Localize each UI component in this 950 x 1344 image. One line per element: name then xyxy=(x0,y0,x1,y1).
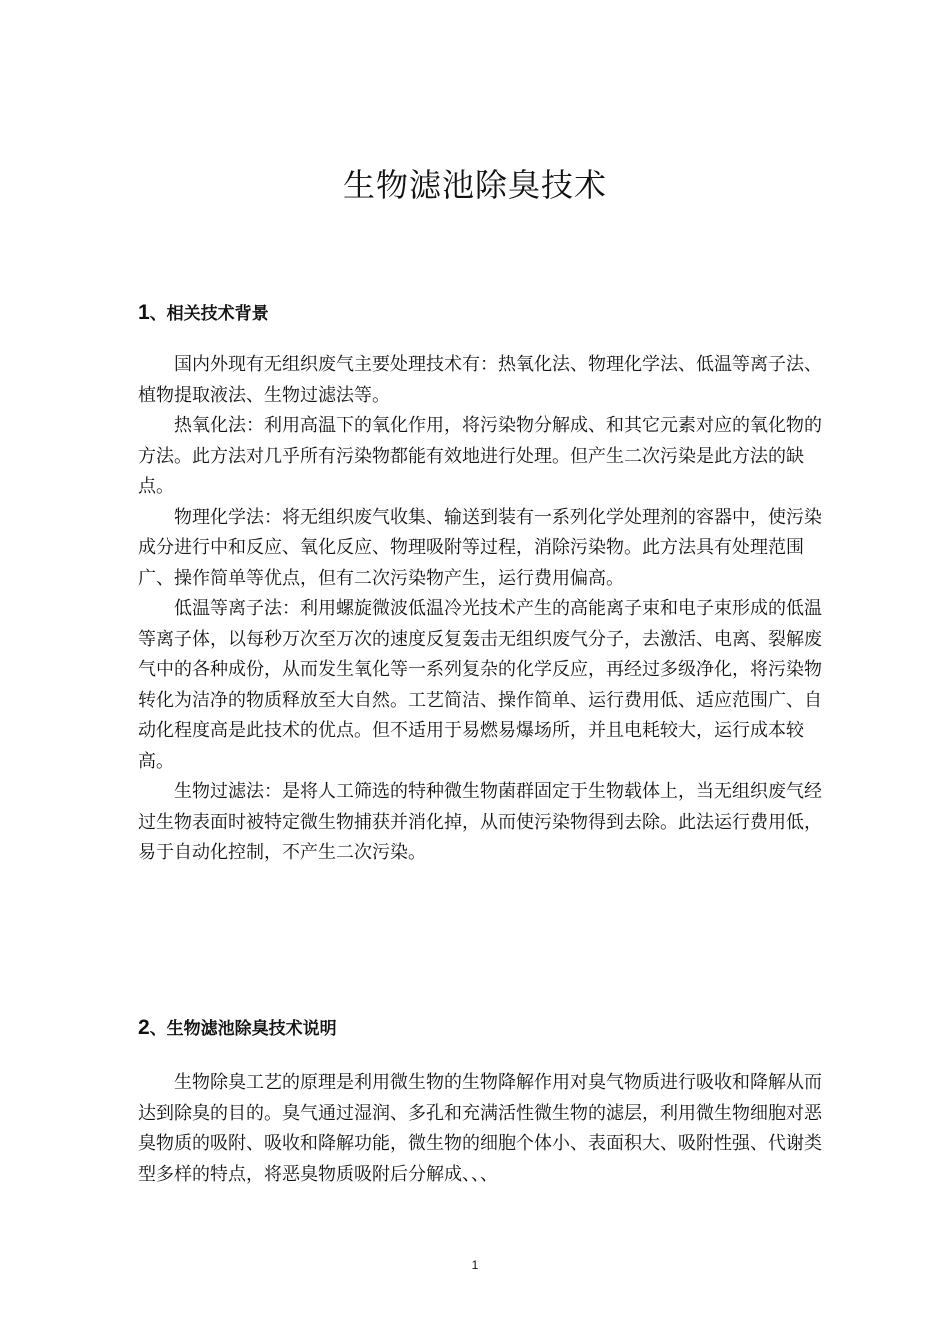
section-title: 、相关技术背景 xyxy=(149,304,269,324)
section-number: 2 xyxy=(138,1016,150,1039)
section-body-2 xyxy=(138,1068,838,1190)
page-number: 1 xyxy=(471,1258,479,1272)
page-title: 生物滤池除臭技术 xyxy=(342,166,607,204)
paragraph: 生物除臭工艺的原理是利用微生物的生物降解作用对臭气物质进行吸收和降解从而达到除臭的目的。臭气通过湿润、多孔和充满活性微生物的滤层，利用微生物细胞对恶臭物质的吸附、吸收和降解功能，微生物的细胞个体小、表面积大、吸附性强、代谢类型多样的特点，将恶臭物质吸附后分解成、、、 xyxy=(138,1072,822,1185)
paragraph: 物理化学法：将无组织废气收集、输送到装有一系列化学处理剂的容器中，使污染成分进行中和反应、氧化反应、物理吸附等过程，消除污染物。此方法具有处理范围广、操作简单等优点，但有二次污染物产生，运行费用偏高。 xyxy=(138,506,822,589)
paragraph: 国内外现有无组织废气主要处理技术有：热氧化法、物理化学法、低温等离子法、植物提取液法、生物过滤法等。 xyxy=(138,354,822,406)
section-heading-1 xyxy=(138,301,269,326)
paragraph: 低温等离子法：利用螺旋微波低温冷光技术产生的高能离子束和电子束形成的低温等离子体，以每秒万次至万次的速度反复轰击无组织废气分子，去激活、电离、裂解废气中的各种成份，从而发生氧化等一系列复杂的化学反应，再经过多级净化，将污染物转化为洁净的物质释放至大自然。工艺简洁、操作简单、运行费用低、适应范围广、自动化程度高是此技术的优点。但不适用于易燃易爆场所，并且电耗较大，运行成本较高。 xyxy=(138,598,822,772)
paragraph: 热氧化法：利用高温下的氧化作用，将污染物分解成、和其它元素对应的氧化物的方法。此方法对几乎所有污染物都能有效地进行处理。但产生二次污染是此方法的缺点。 xyxy=(138,415,822,497)
section-heading-2 xyxy=(138,1016,337,1041)
section-body-1 xyxy=(138,350,838,869)
section-number: 1 xyxy=(138,301,150,324)
section-title: 、生物滤池除臭技术说明 xyxy=(149,1019,337,1039)
paragraph: 生物过滤法：是将人工筛选的特种微生物菌群固定于生物载体上，当无组织废气经过生物表面时被特定微生物捕获并消化掉，从而使污染物得到去除。此法运行费用低，易于自动化控制，不产生二次污染。 xyxy=(138,781,822,863)
